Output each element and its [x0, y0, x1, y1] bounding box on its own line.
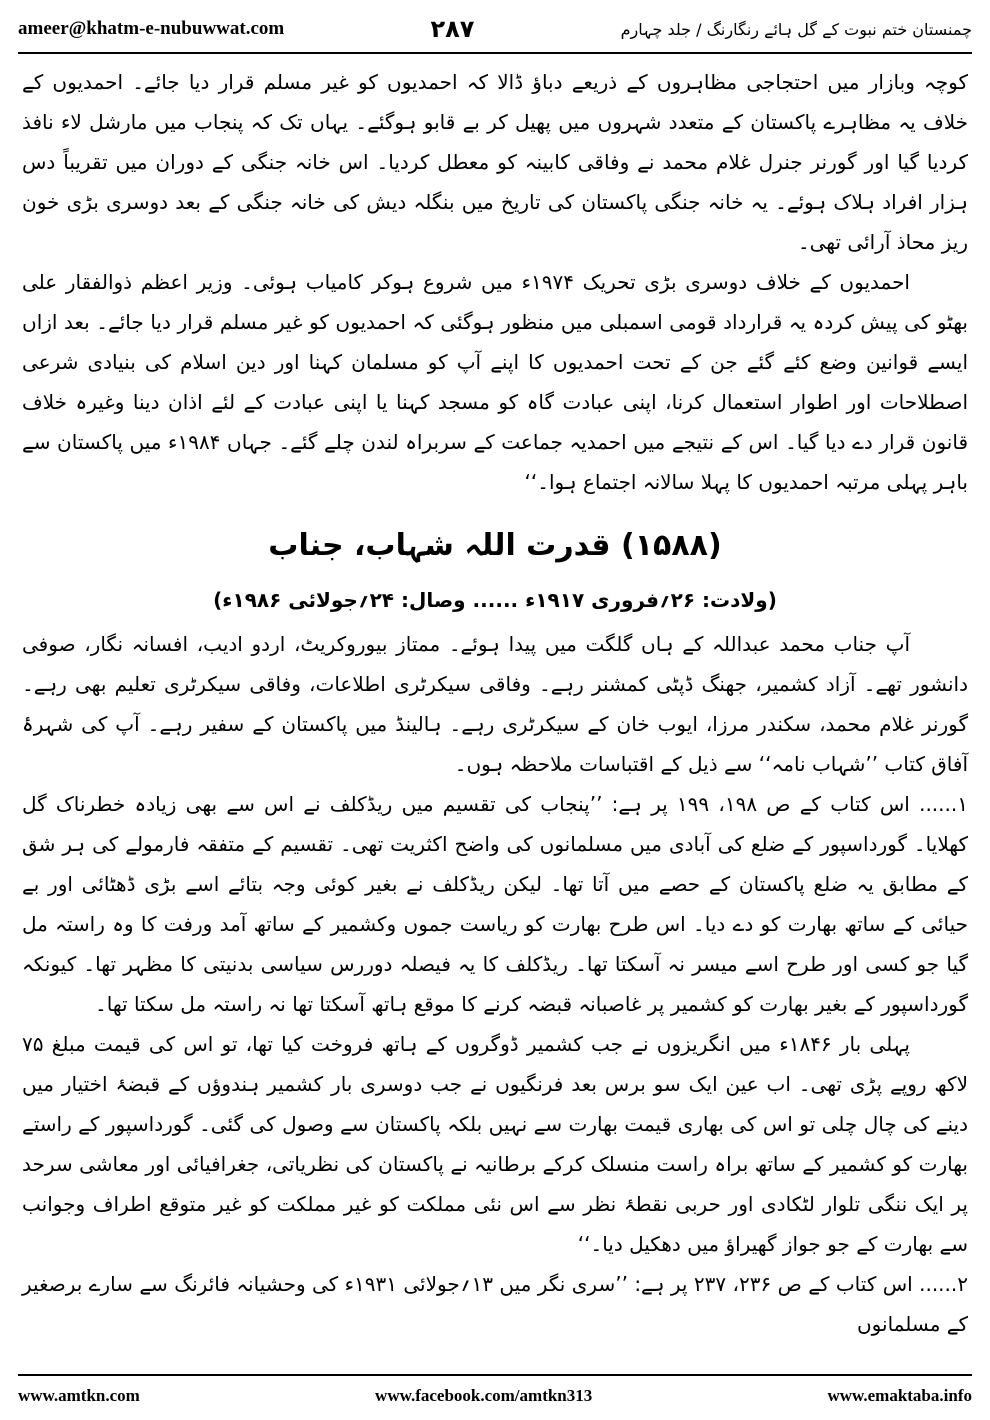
page-footer: [18, 1384, 972, 1408]
paragraph-1: کوچہ وبازار میں احتجاجی مظاہروں کے ذریعے دباؤ ڈالا کہ احمدیوں کو غیر مسلم قرار دیا جائے۔ احمدیوں کے خلاف یہ مظاہرے پاکستان کے متعدد شہروں میں پھیل کر بے قابو ہوگئے۔ یہاں تک کہ پنجاب میں مارشل لاء نافذ کردیا گیا اور گورنر جنرل غلام محمد نے وفاقی کابینہ کو معطل کردیا۔ اس خانہ جنگی کے دوران میں تقریباً دس ہزار افراد ہلاک ہوئے۔ یہ خانہ جنگی پاکستان کی تاریخ میں بنگلہ دیش کی خانہ جنگی کے بعد دوسری بڑی خون ریز محاذ آرائی تھی۔: [22, 70, 968, 254]
paragraph-3: آپ جناب محمد عبداللہ کے ہاں گلگت میں پیدا ہوئے۔ ممتاز بیوروکریٹ، اردو ادیب، افسانہ نگار، صوفی دانشور تھے۔ آزاد کشمیر، جھنگ ڈپٹی کمشنر رہے۔ وفاقی سیکرٹری اطلاعات، وفاقی سیکرٹری تعلیم بھی رہے۔ گورنر غلام محمد، سکندر مرزا، ایوب خان کے سیکرٹری رہے۔ ہالینڈ میں پاکستان کے سفیر رہے۔ آپ کی شہرۂ آفاق کتاب ’’شہاب نامہ‘‘ سے ذیل کے اقتباسات ملاحظہ ہوں۔: [22, 632, 968, 776]
page-number: ۲۸۷: [430, 15, 475, 43]
entry-heading: (۱۵۸۸) قدرت اللہ شہاب، جناب: [268, 528, 722, 563]
book-title: چمنستان ختم نبوت کے گل ہائے رنگارنگ / جلد چہارم: [620, 19, 972, 39]
paragraph-4: ۱...... اس کتاب کے ص ۱۹۸، ۱۹۹ پر ہے: ’’پنجاب کی تقسیم میں ریڈکلف نے اس سے بھی زیادہ خطرناک گل کھلایا۔ گورداسپور کے ضلع کی آبادی میں مسلمانوں کی واضح اکثریت تھی۔ تقسیم کے متفقہ فارمولے کی ہر شق کے مطابق یہ ضلع پاکستان کے حصے میں آتا تھا۔ لیکن ریڈکلف نے بغیر کوئی وجہ بتائے اسے بڑی ڈھٹائی اور بے حیائی کے ساتھ بھارت کو دے دیا۔ اس طرح بھارت کو ریاست جموں وکشمیر کے ساتھ آمد ورفت کا وہ راستہ مل گیا جو کسی اور طرح اسے میسر نہ آسکتا تھا۔ ریڈکلف کا یہ فیصلہ دوررس سیاسی بدنیتی کا مظہر تھا۔ کیونکہ گورداسپور کے بغیر بھارت کو کشمیر پر غاصبانہ قبضہ کرنے کا موقع ہاتھ آسکتا تھا نہ راستہ مل سکتا تھا۔: [22, 792, 968, 1016]
paragraph-6: ۲...... اس کتاب کے ص ۲۳۶، ۲۳۷ پر ہے: ’’سری نگر میں ۱۳؍جولائی ۱۹۳۱ء کی وحشیانہ فائرنگ سے سارے برصغیر کے مسلمانوں: [22, 1272, 969, 1336]
page-body: [22, 62, 968, 1358]
paragraph-2: احمدیوں کے خلاف دوسری بڑی تحریک ۱۹۷۴ء میں شروع ہوکر کامیاب ہوئی۔ وزیر اعظم ذوالفقار علی بھٹو کی پیش کردہ یہ قرارداد قومی اسمبلی میں منظور ہوگئی کہ احمدیوں کو غیر مسلم قرار دیا جائے۔ بعد ازاں ایسے قوانین وضع کئے گئے جن کے تحت احمدیوں کا اپنے آپ کو مسلمان کہنا اور دین اسلام کی بنیادی شرعی اصطلاحات اور اطوار استعمال کرنا، اپنی عبادت گاہ کو مسجد کہنا یا اپنی عبادت کے لئے اذان دینا وغیرہ خلاف قانون قرار دے دیا گیا۔ اس کے نتیجے میں احمدیہ جماعت کے سربراہ لندن چلے گئے۔ جہاں ۱۹۸۴ء میں پاکستان سے باہر پہلی مرتبہ احمدیوں کا پہلا سالانہ اجتماع ہوا۔‘‘: [22, 270, 969, 494]
footer-link-emaktaba[interactable]: www.emaktaba.info: [827, 1386, 972, 1405]
entry-dates: (ولادت: ۲۶؍فروری ۱۹۱۷ء ...... وصال: ۲۴؍جولائی ۱۹۸۶ء): [213, 588, 777, 612]
header-rule: [18, 52, 972, 54]
footer-link-facebook[interactable]: www.facebook.com/amtkn313: [375, 1386, 593, 1405]
footer-rule: [18, 1374, 972, 1376]
header-email: ameer@khatm-e-nubuwwat.com: [18, 18, 285, 39]
footer-link-amtkn[interactable]: www.amtkn.com: [18, 1386, 140, 1405]
paragraph-5: پہلی بار ۱۸۴۶ء میں انگریزوں نے جب کشمیر ڈوگروں کے ہاتھ فروخت کیا تھا، تو اس کی قیمت مبلغ ۷۵ لاکھ روپے پڑی تھی۔ اب عین ایک سو برس بعد فرنگیوں نے جب دوسری بار کشمیر ہندوؤں کے قبضۂ اختیار میں دینے کی چال چلی تو اس کی بھاری قیمت بھارت سے نہیں بلکہ پاکستان سے وصول کی گئی۔ گورداسپور کے راستے بھارت کو کشمیر کے ساتھ براہ راست منسلک کرکے برطانیہ نے پاکستان کی نظریاتی، جغرافیائی اور معاشی سرحد پر ایک ننگی تلوار لٹکادی اور حربی نقطۂ نظر سے اس نئی مملکت کو غیر مملکت کو غیر متوقع اطراف وجوانب سے بھارت کے جو جواز گھیراؤ میں دھکیل دیا۔‘‘: [22, 1032, 968, 1256]
page-header: [18, 12, 972, 46]
